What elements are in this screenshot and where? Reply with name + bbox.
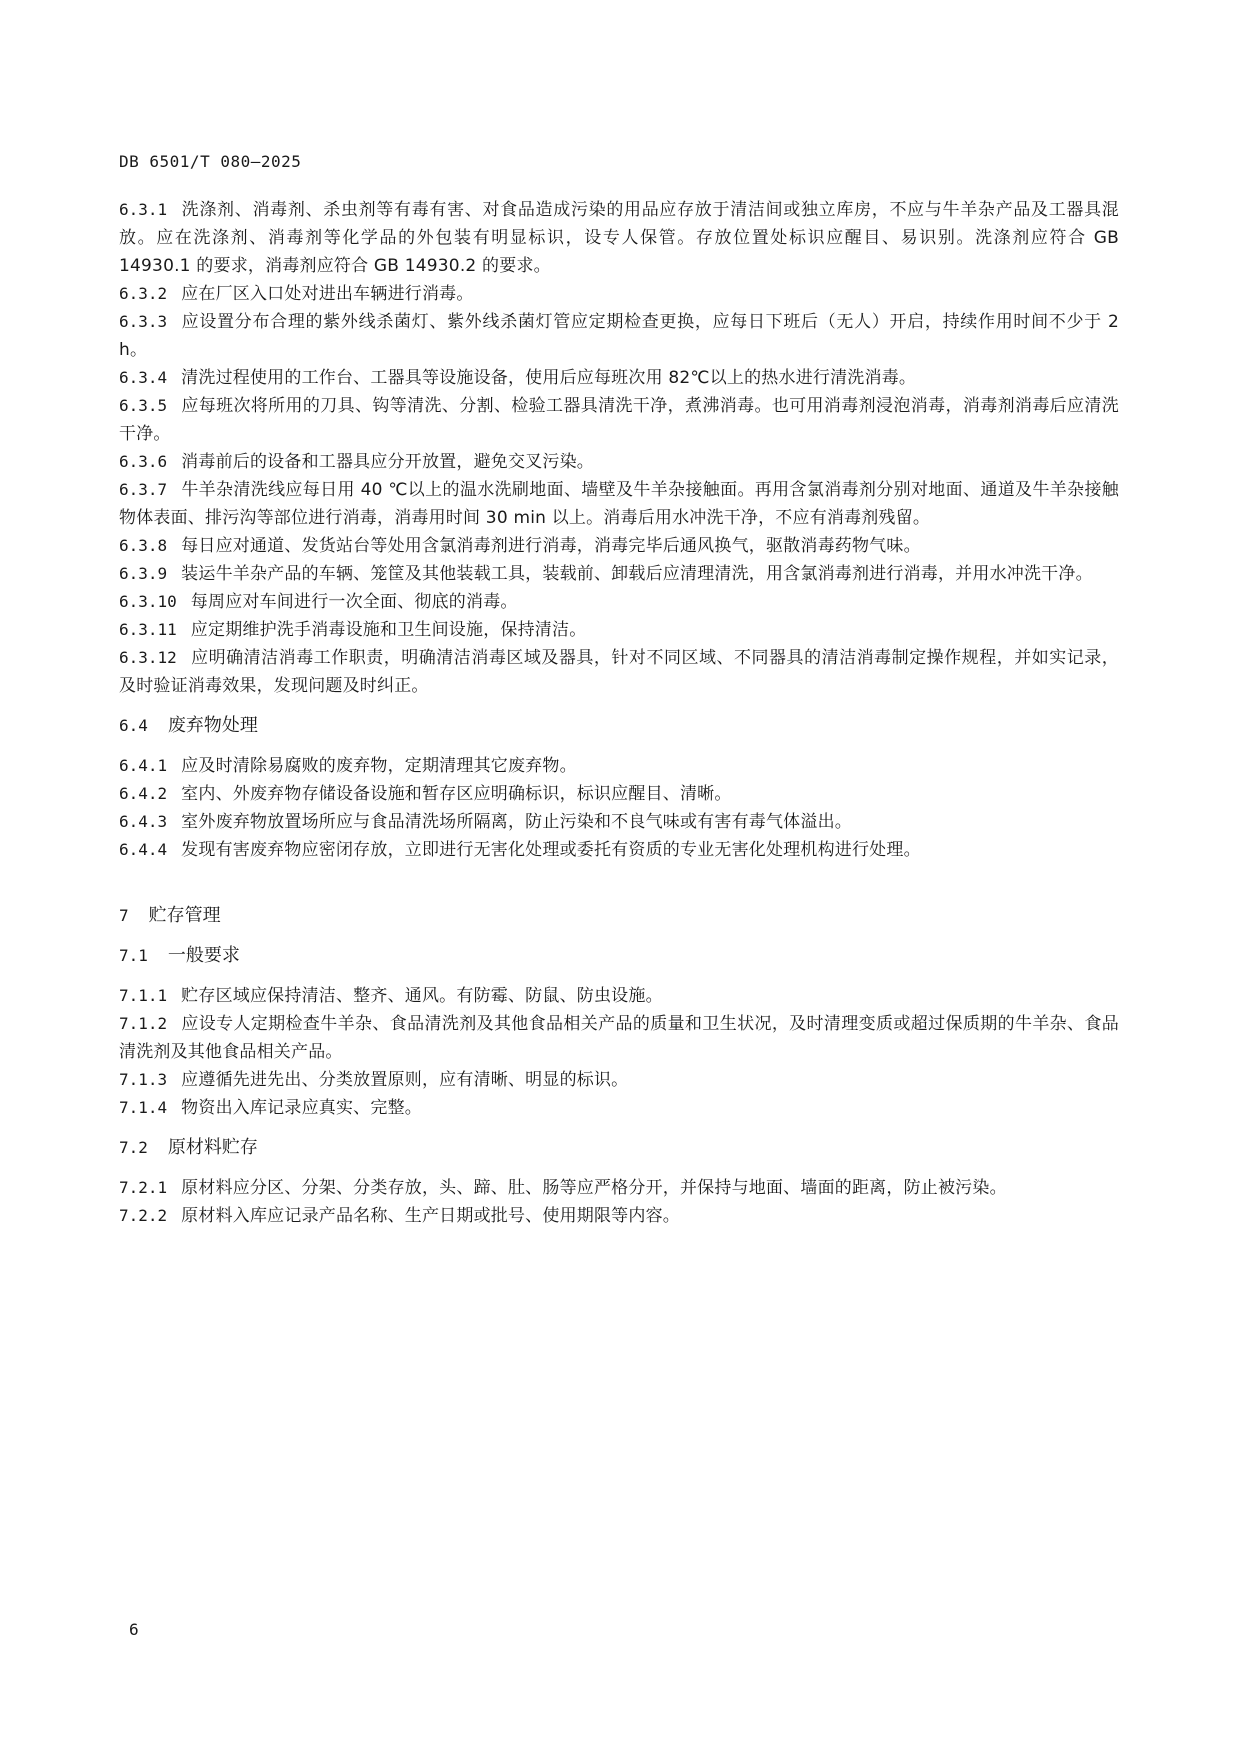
clause-text: 室内、外废弃物存储设备设施和暂存区应明确标识，标识应醒目、清晰。 bbox=[181, 784, 732, 804]
clause-paragraph bbox=[119, 1202, 1119, 1230]
heading-text: 贮存管理 bbox=[148, 905, 221, 926]
clause-text: 应定期维护洗手消毒设施和卫生间设施，保持清洁。 bbox=[190, 620, 587, 640]
clause-number: 7.1.1 bbox=[119, 986, 168, 1005]
clause-number: 6.3.4 bbox=[119, 368, 168, 387]
clause-paragraph bbox=[119, 476, 1119, 532]
clause-text: 原材料入库应记录产品名称、生产日期或批号、使用期限等内容。 bbox=[181, 1206, 680, 1226]
clause-number: 6.3.12 bbox=[119, 648, 177, 667]
clause-text: 应及时清除易腐败的废弃物，定期清理其它废弃物。 bbox=[181, 756, 577, 776]
clause-number: 6.4.4 bbox=[119, 840, 168, 859]
clause-number: 6.3.2 bbox=[119, 284, 168, 303]
clause-paragraph bbox=[119, 616, 1119, 644]
clause-text: 消毒前后的设备和工器具应分开放置，避免交叉污染。 bbox=[181, 452, 594, 472]
section-heading bbox=[119, 902, 1119, 930]
clause-number: 7.1.3 bbox=[119, 1070, 168, 1089]
clause-text: 应明确清洁消毒工作职责，明确清洁消毒区域及器具，针对不同区域、不同器具的清洁消毒制定操作规程，并如实记录，及时验证消毒效果，发现问题及时纠正。 bbox=[119, 648, 1119, 696]
clause-text: 原材料应分区、分架、分类存放，头、蹄、肚、肠等应严格分开，并保持与地面、墙面的距离，防止被污染。 bbox=[181, 1178, 1007, 1198]
clause-number: 6.3.10 bbox=[119, 592, 177, 611]
heading-text: 废弃物处理 bbox=[167, 715, 258, 736]
clause-number: 6.3.1 bbox=[119, 200, 168, 219]
clause-number: 6.3.9 bbox=[119, 564, 168, 583]
clause-text: 装运牛羊杂产品的车辆、笼筐及其他装载工具，装载前、卸载后应清理清洗，用含氯消毒剂进行消毒，并用水冲洗干净。 bbox=[181, 564, 1093, 584]
clause-paragraph bbox=[119, 280, 1119, 308]
clause-text: 应设专人定期检查牛羊杂、食品清洗剂及其他食品相关产品的质量和卫生状况，及时清理变质或超过保质期的牛羊杂、食品清洗剂及其他食品相关产品。 bbox=[119, 1014, 1119, 1062]
clause-paragraph bbox=[119, 1094, 1119, 1122]
clause-number: 7.2.2 bbox=[119, 1206, 168, 1225]
heading-number: 6.4 bbox=[119, 716, 148, 735]
clause-number: 6.3.7 bbox=[119, 480, 168, 499]
clause-paragraph bbox=[119, 364, 1119, 392]
clause-paragraph bbox=[119, 780, 1119, 808]
document-code-header: DB 6501/T 080—2025 bbox=[119, 152, 302, 171]
clause-text: 牛羊杂清洗线应每日用 40 ℃以上的温水洗刷地面、墙壁及牛羊杂接触面。再用含氯消毒剂分别对地面、通道及牛羊杂接触物体表面、排污沟等部位进行消毒，消毒用时间 30 min 以上。消毒后用水冲洗干净，不应有消毒剂残留。 bbox=[119, 480, 1119, 528]
clause-paragraph bbox=[119, 752, 1119, 780]
clause-number: 7.2.1 bbox=[119, 1178, 168, 1197]
clause-text: 应每班次将所用的刀具、钩等清洗、分割、检验工器具清洗干净，煮沸消毒。也可用消毒剂浸泡消毒，消毒剂消毒后应清洗干净。 bbox=[119, 396, 1119, 444]
clause-paragraph bbox=[119, 836, 1119, 864]
clause-text: 应遵循先进先出、分类放置原则，应有清晰、明显的标识。 bbox=[181, 1070, 629, 1090]
clause-number: 6.3.5 bbox=[119, 396, 168, 415]
clause-text: 发现有害废弃物应密闭存放，立即进行无害化处理或委托有资质的专业无害化处理机构进行处理。 bbox=[181, 840, 921, 860]
clause-number: 7.1.2 bbox=[119, 1014, 168, 1033]
clause-number: 6.4.1 bbox=[119, 756, 168, 775]
clause-number: 7.1.4 bbox=[119, 1098, 168, 1117]
clause-text: 应设置分布合理的紫外线杀菌灯、紫外线杀菌灯管应定期检查更换，应每日下班后（无人）开启，持续作用时间不少于 2 h。 bbox=[119, 312, 1119, 360]
clause-paragraph bbox=[119, 588, 1119, 616]
clause-text: 每周应对车间进行一次全面、彻底的消毒。 bbox=[190, 592, 518, 612]
clause-paragraph bbox=[119, 532, 1119, 560]
heading-number: 7 bbox=[119, 906, 129, 925]
section-heading bbox=[119, 712, 1119, 740]
clause-paragraph bbox=[119, 1174, 1119, 1202]
clause-text: 清洗过程使用的工作台、工器具等设施设备，使用后应每班次用 82℃以上的热水进行清洗消毒。 bbox=[181, 368, 917, 388]
clause-paragraph bbox=[119, 644, 1119, 700]
heading-text: 一般要求 bbox=[167, 945, 240, 966]
clause-paragraph bbox=[119, 308, 1119, 364]
clause-text: 物资出入库记录应真实、完整。 bbox=[181, 1098, 422, 1118]
document-body bbox=[119, 196, 1119, 1230]
section-heading bbox=[119, 942, 1119, 970]
heading-text: 原材料贮存 bbox=[167, 1137, 258, 1158]
clause-number: 6.3.11 bbox=[119, 620, 177, 639]
clause-paragraph bbox=[119, 808, 1119, 836]
clause-paragraph bbox=[119, 982, 1119, 1010]
clause-number: 6.4.3 bbox=[119, 812, 168, 831]
clause-number: 6.3.3 bbox=[119, 312, 168, 331]
clause-number: 6.3.8 bbox=[119, 536, 168, 555]
clause-number: 6.4.2 bbox=[119, 784, 168, 803]
clause-text: 洗涤剂、消毒剂、杀虫剂等有毒有害、对食品造成污染的用品应存放于清洁间或独立库房，不应与牛羊杂产品及工器具混放。应在洗涤剂、消毒剂等化学品的外包装有明显标识，设专人保管。存放位置处标识应醒目、易识别。洗涤剂应符合 GB 14930.1 的要求，消毒剂应符合 GB 14930.2 的要求。 bbox=[119, 200, 1119, 276]
clause-paragraph bbox=[119, 560, 1119, 588]
heading-number: 7.2 bbox=[119, 1138, 148, 1157]
clause-text: 应在厂区入口处对进出车辆进行消毒。 bbox=[181, 284, 474, 304]
clause-number: 6.3.6 bbox=[119, 452, 168, 471]
clause-paragraph bbox=[119, 196, 1119, 280]
clause-paragraph bbox=[119, 448, 1119, 476]
section-heading bbox=[119, 1134, 1119, 1162]
clause-paragraph bbox=[119, 1066, 1119, 1094]
heading-number: 7.1 bbox=[119, 946, 148, 965]
page-number: 6 bbox=[129, 1620, 139, 1639]
clause-text: 贮存区域应保持清洁、整齐、通风。有防霉、防鼠、防虫设施。 bbox=[181, 986, 663, 1006]
clause-paragraph bbox=[119, 1010, 1119, 1066]
clause-paragraph bbox=[119, 392, 1119, 448]
clause-text: 室外废弃物放置场所应与食品清洗场所隔离，防止污染和不良气味或有害有毒气体溢出。 bbox=[181, 812, 852, 832]
clause-text: 每日应对通道、发货站台等处用含氯消毒剂进行消毒，消毒完毕后通风换气，驱散消毒药物气味。 bbox=[181, 536, 921, 556]
